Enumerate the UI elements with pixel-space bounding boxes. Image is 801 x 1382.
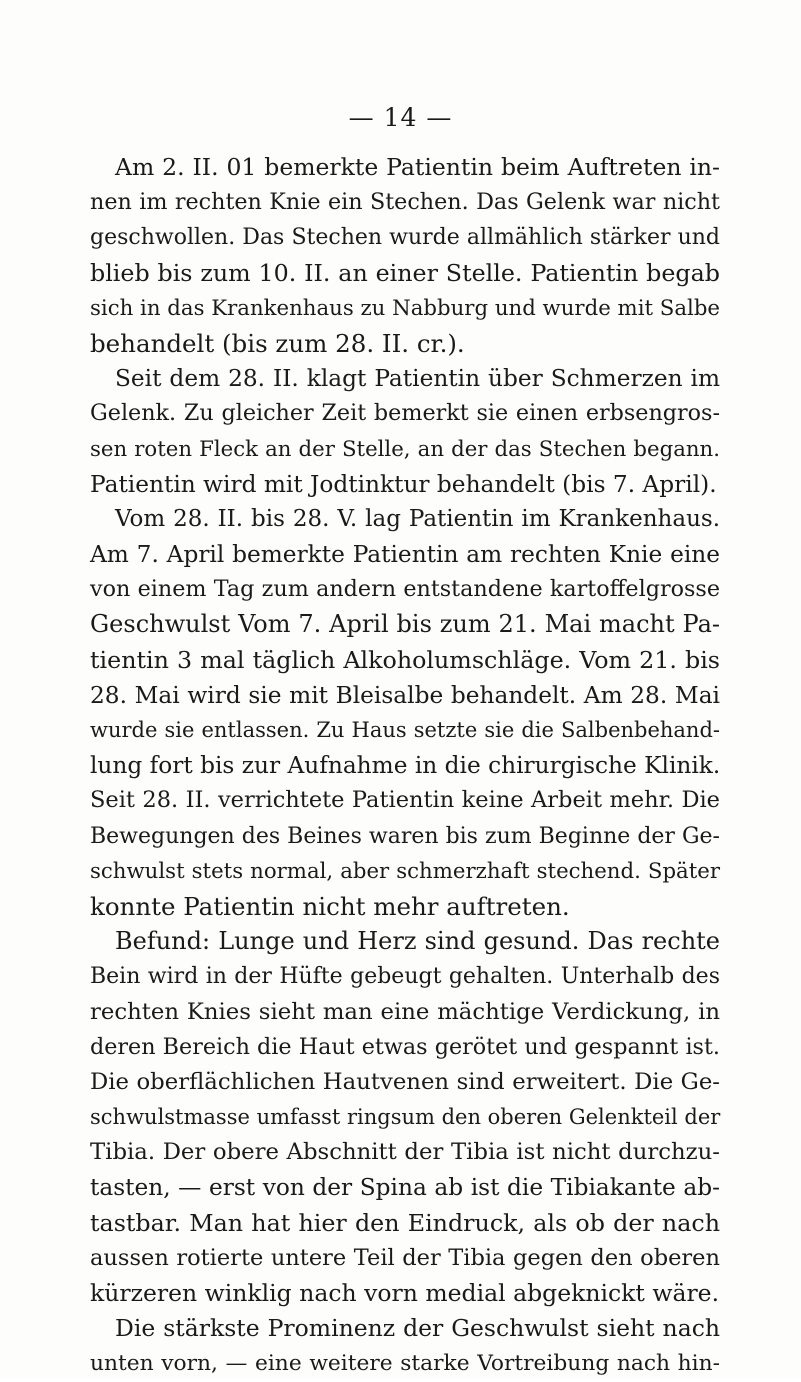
text-line: Befund: Lunge und Herz sind gesund. Das rechte [115,927,720,956]
text-line: konnte Patientin nicht mehr auftreten. [90,891,570,921]
text-line: Geschwulst Vom 7. April bis zum 21. Mai macht Pa- [90,610,720,639]
text-line: deren Bereich die Haut etwas gerötet und gespannt ist. [90,1033,720,1060]
text-line: nen im rechten Knie ein Stechen. Das Gelenk war nicht [90,189,720,216]
text-line: Seit dem 28. II. klagt Patientin über Schmerzen im [115,365,720,393]
text-line: Am 2. II. 01 bemerkte Patientin beim Auftreten in- [115,153,720,181]
text-line: geschwollen. Das Stechen wurde allmählich stärker und [90,225,720,251]
text-line: Seit 28. II. verrichtete Patientin keine Arbeit mehr. Die [90,787,720,814]
text-line: tastbar. Man hat hier den Eindruck, als ob der nach [90,1208,720,1237]
text-line: Am 7. April bemerkte Patientin am rechten Knie eine [90,541,720,569]
text-line: tientin 3 mal täglich Alkoholumschläge. Vom 21. bis [90,645,720,674]
text-line: aussen rotierte untere Teil der Tibia gegen den oberen [90,1244,720,1271]
text-line: wurde sie entlassen. Zu Haus setzte sie die Salbenbehand- [90,718,720,742]
text-line: Gelenk. Zu gleicher Zeit bemerkt sie einen erbsengros- [90,400,720,427]
text-line: Tibia. Der obere Abschnitt der Tibia ist nicht durchzu- [90,1139,720,1166]
text-line: Vom 28. II. bis 28. V. lag Patientin im Krankenhaus. [115,505,720,532]
text-line: 28. Mai wird sie mit Bleisalbe behandelt. Am 28. Mai [90,681,720,709]
text-line: rechten Knies sieht man eine mächtige Verdickung, in [90,998,720,1025]
text-line: tasten, — erst von der Spina ab ist die Tibiakante ab- [90,1174,720,1202]
text-line: unten vorn, — eine weitere starke Vortreibung nach hin- [90,1351,720,1377]
text-line: blieb bis zum 10. II. an einer Stelle. Patientin begab [90,258,720,287]
text-line: schwulstmasse umfasst ringsum den oberen Gelenkteil der [90,1105,721,1130]
text-line: Patientin wird mit Jodtinktur behandelt (bis 7. April). [90,470,717,498]
page-number: — 14 — [348,103,453,132]
body-text [90,150,720,1382]
text-line: Die stärkste Prominenz der Geschwulst sieht nach [115,1314,720,1343]
text-line: sen roten Fleck an der Stelle, an der das Stechen begann. [90,436,720,462]
text-line: von einem Tag zum andern entstandene kartoffelgrosse [90,576,720,603]
text-line: sich in das Krankenhaus zu Nabburg und wurde mit Salbe [90,295,720,321]
text-line: lung fort bis zur Aufnahme in die chirurgische Klinik. [90,752,721,780]
text-line: schwulst stets normal, aber schmerzhaft stechend. Später [90,858,720,884]
text-line: kürzeren winklig nach vorn medial abgeknickt wäre. [90,1279,720,1307]
text-line: Bein wird in der Hüfte gebeugt gehalten. Unterhalb des [90,964,720,990]
text-line: Bewegungen des Beines waren bis zum Beginne der Ge- [90,823,720,849]
text-line: Die oberflächlichen Hautvenen sind erweitert. Die Ge- [90,1068,720,1095]
text-line: behandelt (bis zum 28. II. cr.). [90,328,465,358]
